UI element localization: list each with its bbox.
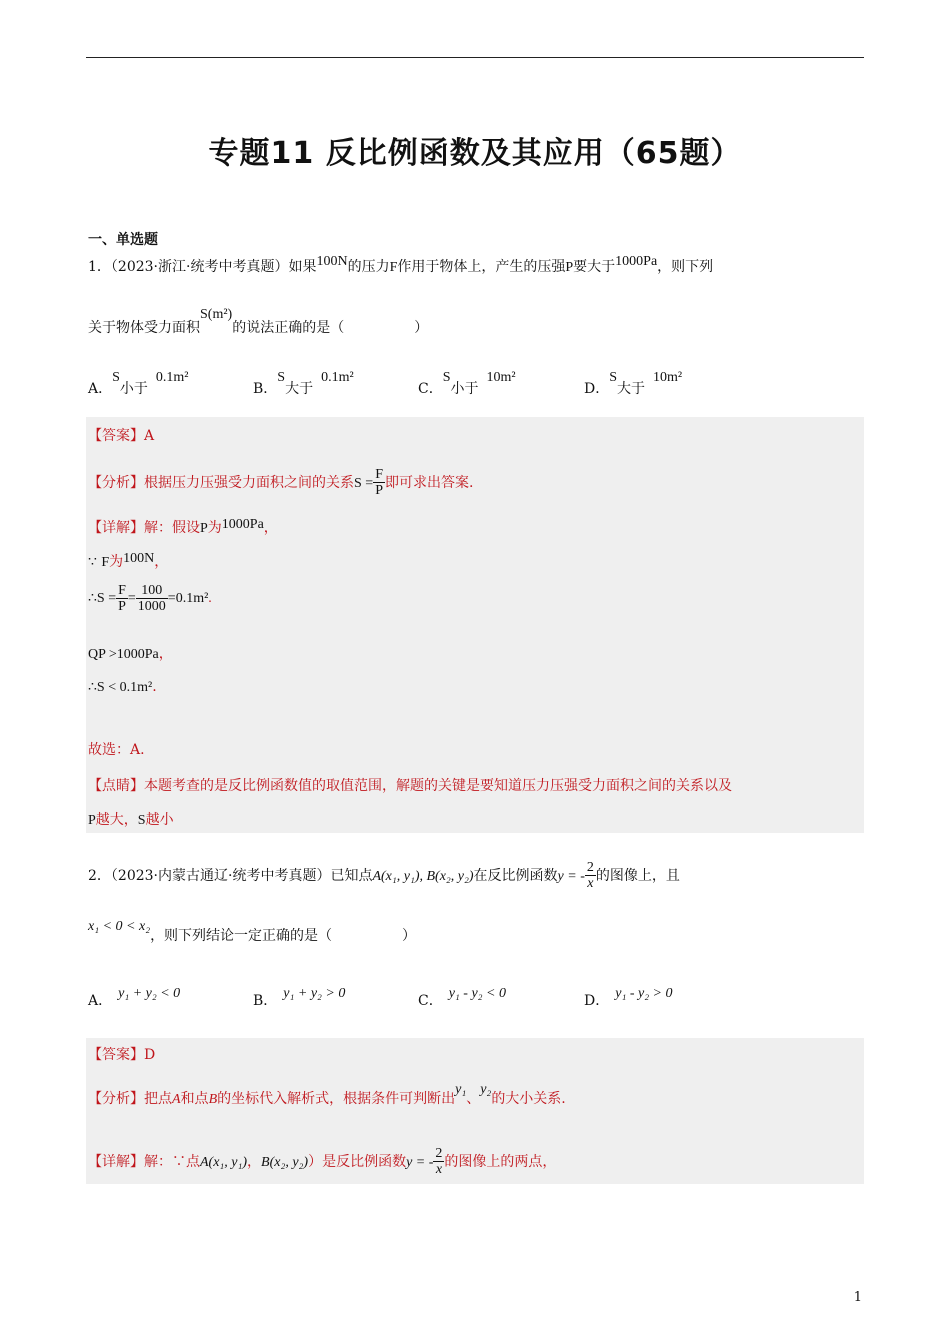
q1-option-b[interactable] — [253, 370, 354, 398]
because-symbol: ∵ — [88, 554, 97, 570]
var-y1: y₁ — [455, 1082, 467, 1097]
option-label: A． — [88, 993, 113, 1009]
q1-q-line — [88, 643, 173, 663]
comment-text-end: 越小 — [145, 812, 174, 828]
header-rule — [86, 57, 864, 58]
option-expr: y₁ + y₂ < 0 — [118, 986, 181, 1001]
option-value: 10m² — [486, 370, 516, 385]
q1-comment-a: 【点睛】本题考查的是反比例函数值的取值范围，解题的关键是要知道压力压强受力面积之间的关系以及 — [88, 778, 732, 794]
comma: ， — [158, 646, 173, 662]
option-s: S — [609, 370, 618, 385]
denominator: x — [435, 1162, 443, 1178]
q2-text-c: 的图像上，且 — [595, 867, 680, 884]
q2-option-d[interactable] — [584, 986, 673, 1010]
option-label: D． — [584, 993, 610, 1009]
fn-lhs: y = - — [406, 1154, 434, 1170]
q2-option-c[interactable] — [418, 986, 506, 1010]
q1-choose: 故选：A. — [88, 742, 145, 758]
option-relation: 小于 — [119, 381, 148, 397]
force-value: 100N — [123, 551, 155, 566]
var-P: P — [88, 813, 96, 828]
q1-option-c[interactable] — [418, 370, 516, 398]
and-text: 和点 — [180, 1091, 209, 1107]
fraction-f-p — [116, 583, 128, 615]
numerator: 100 — [136, 583, 168, 599]
q1-P: P — [565, 260, 574, 275]
option-expr: y₁ - y₂ < 0 — [448, 986, 506, 1001]
q2-points: A(x₁, y₁), B(x₂, y₂) — [372, 868, 474, 884]
q2-option-a[interactable] — [88, 986, 181, 1010]
equals: = — [127, 591, 136, 607]
option-label: A． — [88, 381, 113, 397]
var-S: S — [137, 813, 146, 828]
option-label: D． — [584, 381, 610, 397]
point-A-coords: A(x₁, y₁) — [200, 1154, 248, 1170]
option-value: 0.1m² — [321, 370, 354, 385]
numerator: 2 — [586, 860, 594, 875]
detail-text: 【详解】解：∵点 — [88, 1153, 200, 1170]
var-F: F — [101, 555, 110, 570]
option-expr: y₁ + y₂ > 0 — [283, 986, 346, 1001]
comma: ， — [247, 1153, 262, 1170]
page-title: 专题11 反比例函数及其应用（65题） — [208, 136, 742, 171]
var-y2: y₂ — [480, 1082, 492, 1097]
q1-F: F — [389, 260, 398, 275]
q1-option-d[interactable] — [584, 370, 683, 398]
q1-analysis — [88, 467, 473, 499]
q2-line1 — [88, 860, 680, 892]
q1-text-a: （2023·浙江·统考中考真题）如果 — [110, 259, 317, 275]
analysis-text: 【分析】把点 — [88, 1091, 172, 1107]
q1-line2-b: 的说法正确的是（ ） — [232, 320, 429, 336]
q2-text-b: 在反比例函数 — [473, 867, 558, 884]
q1-text-b: 的压力 — [347, 259, 390, 275]
option-label: C． — [418, 381, 443, 397]
result: =0.1m² — [167, 591, 209, 607]
detail-text-end: 的图像上的两点， — [444, 1153, 557, 1170]
q2-detail — [88, 1146, 556, 1178]
q1-solution-box — [86, 417, 864, 833]
option-relation: 小于 — [450, 381, 479, 397]
analysis-text: 【分析】根据压力压强受力面积之间的关系 — [88, 474, 354, 491]
q1-therefore-line — [88, 679, 157, 696]
q1-pressure: 1000Pa — [615, 254, 658, 269]
therefore-s: ∴S = — [88, 591, 117, 607]
option-s: S — [112, 370, 120, 385]
detail-P: P — [200, 521, 208, 536]
detail-text: 【详解】解：假设 — [88, 520, 200, 536]
numerator: 2 — [435, 1146, 443, 1161]
q1-area: S(m²) — [200, 307, 233, 322]
point-B: B — [208, 1092, 218, 1107]
analysis-text-mid: 的坐标代入解析式，根据条件可判断出 — [217, 1091, 456, 1107]
q1-option-a[interactable] — [88, 370, 189, 398]
q2-fn-fraction — [585, 860, 596, 892]
denominator: 1000 — [137, 599, 166, 615]
detail-text-mid: ）是反比例函数 — [308, 1153, 407, 1170]
q1-force: 100N — [316, 254, 348, 269]
numerator: F — [118, 583, 126, 598]
q1-number: 1． — [88, 259, 111, 275]
analysis-text-end: 的大小关系. — [491, 1091, 566, 1107]
analysis-text-end: 即可求出答案. — [384, 474, 474, 491]
comment-text: 越大， — [95, 812, 138, 828]
q2-condition: x₁ < 0 < x₂ — [88, 919, 151, 934]
fraction-100-1000 — [136, 583, 168, 615]
q1-text-d: 要大于 — [573, 259, 616, 275]
detail-comma: ， — [263, 520, 278, 536]
detail-value: 1000Pa — [221, 517, 264, 532]
option-relation: 大于 — [285, 381, 314, 397]
wei-text: 为 — [109, 554, 124, 570]
formula-lhs: S = — [354, 475, 374, 491]
numerator: F — [375, 467, 383, 482]
q1-line2-a: 关于物体受力面积 — [88, 320, 200, 336]
period: . — [152, 679, 157, 695]
point-B-coords: B(x₂, y₂) — [261, 1154, 309, 1170]
option-value: 0.1m² — [155, 370, 189, 385]
q1-therefore-calc — [88, 583, 212, 615]
fraction-f-over-p — [373, 467, 385, 499]
period: . — [208, 591, 212, 607]
q1-comment-b — [88, 809, 174, 829]
q1-text-c: 作用于物体上，产生的压强 — [397, 259, 566, 275]
q2-option-b[interactable] — [253, 986, 346, 1010]
option-s: S — [442, 370, 451, 385]
q2-line2-text: ，则下列结论一定正确的是（ ） — [150, 928, 417, 944]
q2-answer: 【答案】D — [88, 1047, 156, 1063]
q1-detail — [88, 517, 278, 537]
q1-line2 — [88, 307, 429, 337]
q2-fn-lhs: y = - — [557, 868, 585, 884]
denominator: P — [118, 599, 126, 615]
point-A: A — [172, 1092, 181, 1107]
comma: ， — [154, 554, 169, 570]
q2-analysis — [88, 1082, 566, 1108]
q1-answer: 【答案】A — [88, 428, 155, 444]
q2-text-a: （2023·内蒙古通辽·统考中考真题）已知点 — [110, 867, 373, 884]
denominator: P — [375, 483, 383, 499]
q1-because-line — [88, 551, 168, 571]
conclusion: ∴S < 0.1m² — [88, 680, 153, 695]
q2-line2 — [88, 919, 417, 945]
q2-number: 2． — [88, 867, 111, 884]
option-expr: y₁ - y₂ > 0 — [615, 986, 673, 1001]
page-number: 1 — [853, 1290, 862, 1305]
detail-wei: 为 — [207, 520, 222, 536]
section-heading: 一、单选题 — [88, 232, 158, 248]
fn-fraction — [433, 1146, 444, 1178]
denominator: x — [587, 876, 594, 892]
option-relation: 大于 — [617, 381, 646, 397]
q2-solution-box — [86, 1038, 864, 1184]
q1-line1 — [88, 256, 713, 276]
option-label: B． — [253, 381, 278, 397]
q1-text-e: ，则下列 — [657, 259, 714, 275]
option-s: S — [277, 370, 286, 385]
option-label: B． — [253, 993, 278, 1009]
separator: 、 — [466, 1091, 481, 1107]
option-value: 10m² — [653, 370, 683, 385]
condition: QP >1000Pa — [88, 647, 159, 662]
option-label: C． — [418, 993, 443, 1009]
